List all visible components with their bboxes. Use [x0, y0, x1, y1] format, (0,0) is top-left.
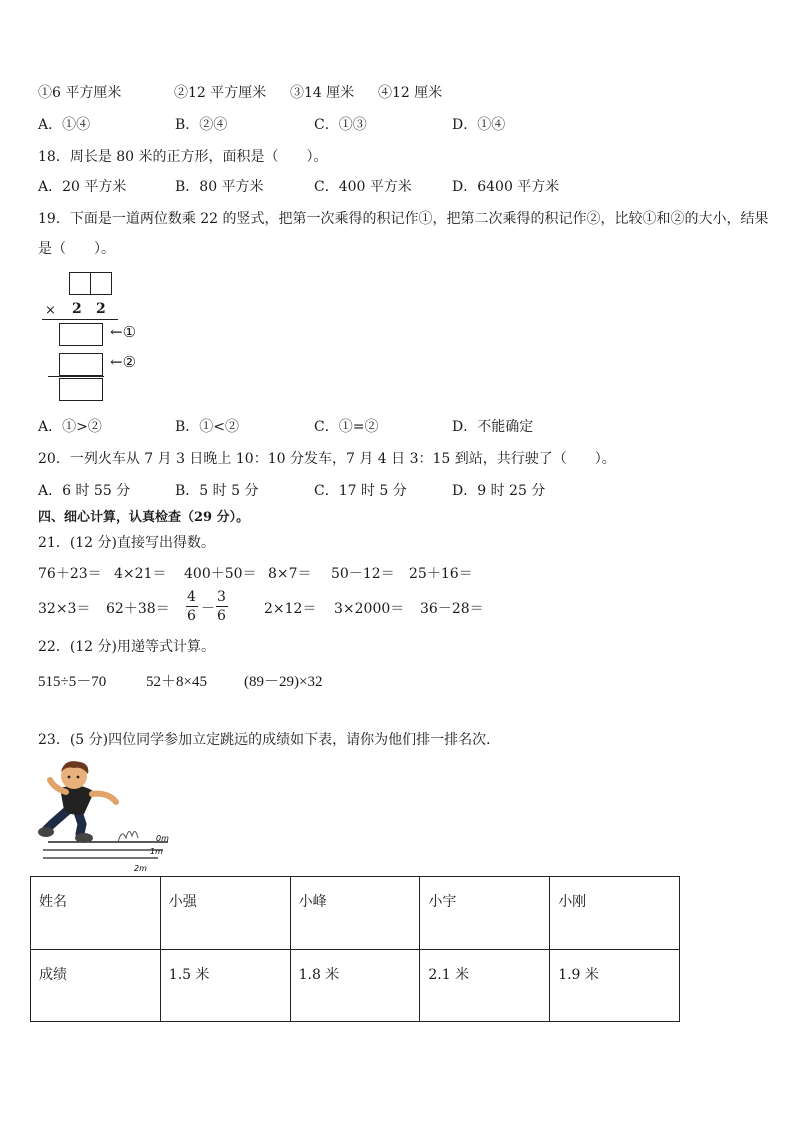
calc-item: 2×12＝: [264, 601, 317, 617]
fraction-denominator: 6: [187, 608, 196, 624]
partial-product-2-box: [59, 353, 103, 376]
q18-option-a[interactable]: A．20 平方米: [38, 179, 127, 195]
table-header-cell: 小强: [160, 877, 290, 950]
calc-item: 76＋23＝: [38, 566, 102, 582]
q20-option-a[interactable]: A．6 时 55 分: [38, 483, 131, 499]
product-line-bottom: [48, 376, 104, 377]
multiply-sign: ×: [45, 303, 56, 318]
q23-question: 23．(5 分)四位同学参加立定跳远的成绩如下表，请你为他们排一排名次．: [38, 732, 501, 748]
q17-choice-4: ④12 厘米: [378, 85, 443, 101]
arrow-label-2: ←②: [110, 353, 137, 371]
mark-2m: 2m: [134, 864, 147, 873]
q19-question-line1: 19．下面是一道两位数乘 22 的竖式，把第一次乘得的积记作①，把第二次乘得的积记作②，比较①和②的大小，结果: [38, 211, 769, 227]
q20-option-d[interactable]: D．9 时 25 分: [452, 483, 546, 499]
calc-item: 3×2000＝: [334, 601, 405, 617]
q17-option-b[interactable]: B．②④: [175, 117, 228, 133]
partial-product-1-box: [59, 323, 103, 346]
expression-item: 515÷5－70: [38, 674, 107, 690]
digit-box-tens: [69, 272, 91, 295]
q19-option-c[interactable]: C．①=②: [314, 419, 379, 435]
mark-1m: 1m: [150, 847, 163, 856]
q21-question: 21．(12 分)直接写出得数。: [38, 535, 216, 551]
fraction-3-6: [215, 589, 229, 627]
q19-option-d[interactable]: D．不能确定: [452, 419, 534, 435]
calc-item: 4×21＝: [114, 566, 167, 582]
table-header-cell: 小宇: [420, 877, 550, 950]
table-row: [31, 949, 680, 1022]
mark-0m: 0m: [156, 834, 169, 843]
fraction-bar: [186, 606, 198, 607]
q17-option-c[interactable]: C．①③: [314, 117, 367, 133]
expression-item: (89－29)×32: [244, 674, 323, 690]
table-row: [31, 877, 680, 950]
fraction-bar: [216, 606, 228, 607]
calc-item: 8×7＝: [268, 566, 312, 582]
q20-option-b[interactable]: B．5 时 5 分: [175, 483, 259, 499]
multiplier-digit-tens: 2: [72, 301, 82, 317]
q20-option-c[interactable]: C．17 时 5 分: [314, 483, 407, 499]
table-cell: 1.9 米: [550, 949, 680, 1022]
product-line-top: [42, 319, 118, 320]
q18-option-d[interactable]: D．6400 平方米: [452, 179, 560, 195]
calc-item: 36－28＝: [420, 601, 484, 617]
section-4-title: 四、细心计算，认真检查（29 分）。: [38, 510, 250, 525]
boy-jumping-icon: [38, 758, 178, 874]
expression-item: 52＋8×45: [146, 674, 207, 690]
arrow-label-1: ←①: [110, 323, 137, 341]
q19-option-b[interactable]: B．①<②: [175, 419, 240, 435]
table-cell: 成绩: [31, 949, 161, 1022]
multiplier-digit-ones: 2: [96, 301, 106, 317]
q19-question-line2: 是（ ）。: [38, 241, 115, 257]
fraction-4-6: [185, 589, 199, 627]
table-header-cell: 小刚: [550, 877, 680, 950]
calc-item: 50－12＝: [331, 566, 395, 582]
calc-item: 25＋16＝: [409, 566, 473, 582]
calc-item: 400＋50＝: [184, 566, 257, 582]
digit-box-ones: [90, 272, 112, 295]
table-header-cell: 姓名: [31, 877, 161, 950]
q17-choice-2: ②12 平方厘米: [174, 85, 267, 101]
long-jump-score-table: [30, 876, 680, 1022]
calc-item: 62＋38＝: [106, 601, 170, 617]
table-cell: 2.1 米: [420, 949, 550, 1022]
q22-question: 22．(12 分)用递等式计算。: [38, 639, 216, 655]
q17-option-d[interactable]: D．①④: [452, 117, 506, 133]
table-header-cell: 小峰: [290, 877, 420, 950]
q18-option-c[interactable]: C．400 平方米: [314, 179, 412, 195]
q19-option-a[interactable]: A．①>②: [38, 419, 102, 435]
q20-question: 20．一列火车从 7 月 3 日晚上 10：10 分发车，7 月 4 日 3：15 到站，共行驶了（ ）。: [38, 451, 616, 467]
long-jump-illustration: [38, 758, 178, 874]
fraction-numerator: 3: [217, 589, 226, 605]
calc-item: 32×3＝: [38, 601, 91, 617]
fraction-denominator: 6: [217, 608, 226, 624]
q17-option-a[interactable]: A．①④: [38, 117, 91, 133]
q18-option-b[interactable]: B．80 平方米: [175, 179, 264, 195]
fraction-numerator: 4: [187, 589, 196, 605]
final-product-box: [59, 378, 103, 401]
q18-question: 18．周长是 80 米的正方形，面积是（ ）。: [38, 149, 328, 165]
table-cell: 1.8 米: [290, 949, 420, 1022]
q17-choice-1: ①6 平方厘米: [38, 85, 122, 101]
q17-choice-3: ③14 厘米: [290, 85, 355, 101]
minus-sign: －: [201, 601, 215, 617]
table-cell: 1.5 米: [160, 949, 290, 1022]
